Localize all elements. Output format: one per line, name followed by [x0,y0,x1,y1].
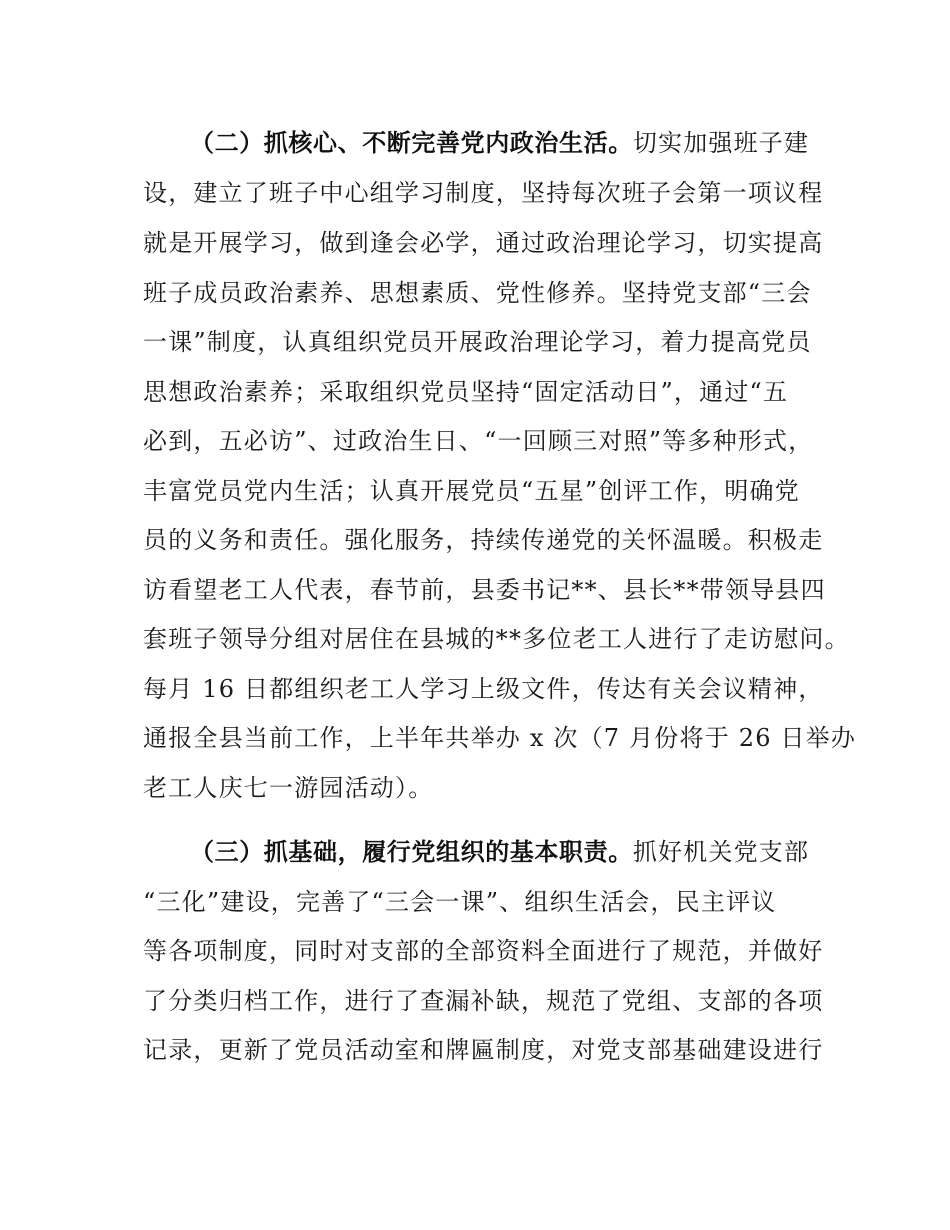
section-2-line-9: 员的义务和责任。强化服务，持续传递党的关怀温暖。积极走 [143,526,824,554]
section-2-line-3: 就是开展学习，做到逢会必学，通过政治理论学习，切实提高 [143,229,824,257]
section-2-heading: （二）抓核心、不断完善党内政治生活。 [190,129,633,157]
section-3-line-2: “三化”建设，完善了“三会一课”、组织生活会，民主评议 [143,888,777,916]
section-3-line-5: 记录，更新了党员活动室和牌匾制度，对党支部基础建设进行 [143,1036,824,1064]
section-3-line-1-text: 抓好机关党支部 [632,838,810,866]
section-2-line-11: 套班子领导分组对居住在县城的**多位老工人进行了走访慰问。 [143,625,850,653]
section-2-line-4: 班子成员政治素养、思想素质、党性修养。坚持党支部“三会 [143,279,812,307]
section-2-line-5: 一课”制度，认真组织党员开展政治理论学习，着力提高党员 [143,328,812,356]
section-2-line-7: 必到，五必访”、过政治生日、“一回顾三对照”等多种形式， [143,427,814,455]
section-2-line-1 [190,128,809,158]
section-2-line-1-text: 切实加强班子建 [632,129,810,157]
section-2-line-12: 每月 16 日都组织老工人学习上级文件，传达有关会议精神， [143,675,824,703]
section-2-line-6: 思想政治素养；采取组织党员坚持“固定活动日”，通过“五 [143,378,789,406]
section-2-line-13: 通报全县当前工作，上半年共举办 x 次（7 月份将于 26 日举办 [143,724,857,752]
section-2-line-2: 设，建立了班子中心组学习制度，坚持每次班子会第一项议程 [143,179,824,207]
section-2-line-10: 访看望老工人代表，春节前，县委书记**、县长**带领导县四 [143,576,826,604]
section-3-line-4: 了分类归档工作，进行了查漏补缺，规范了党组、支部的各项 [143,987,824,1015]
section-3-line-3: 等各项制度，同时对支部的全部资料全面进行了规范，并做好 [143,937,824,965]
section-2-line-8: 丰富党员党内生活；认真开展党员“五星”创评工作，明确党 [143,477,800,505]
section-2-line-14: 老工人庆七一游园活动）。 [143,774,434,802]
section-3-heading: （三）抓基础，履行党组织的基本职责。 [190,838,633,866]
section-3-line-1 [190,837,809,867]
